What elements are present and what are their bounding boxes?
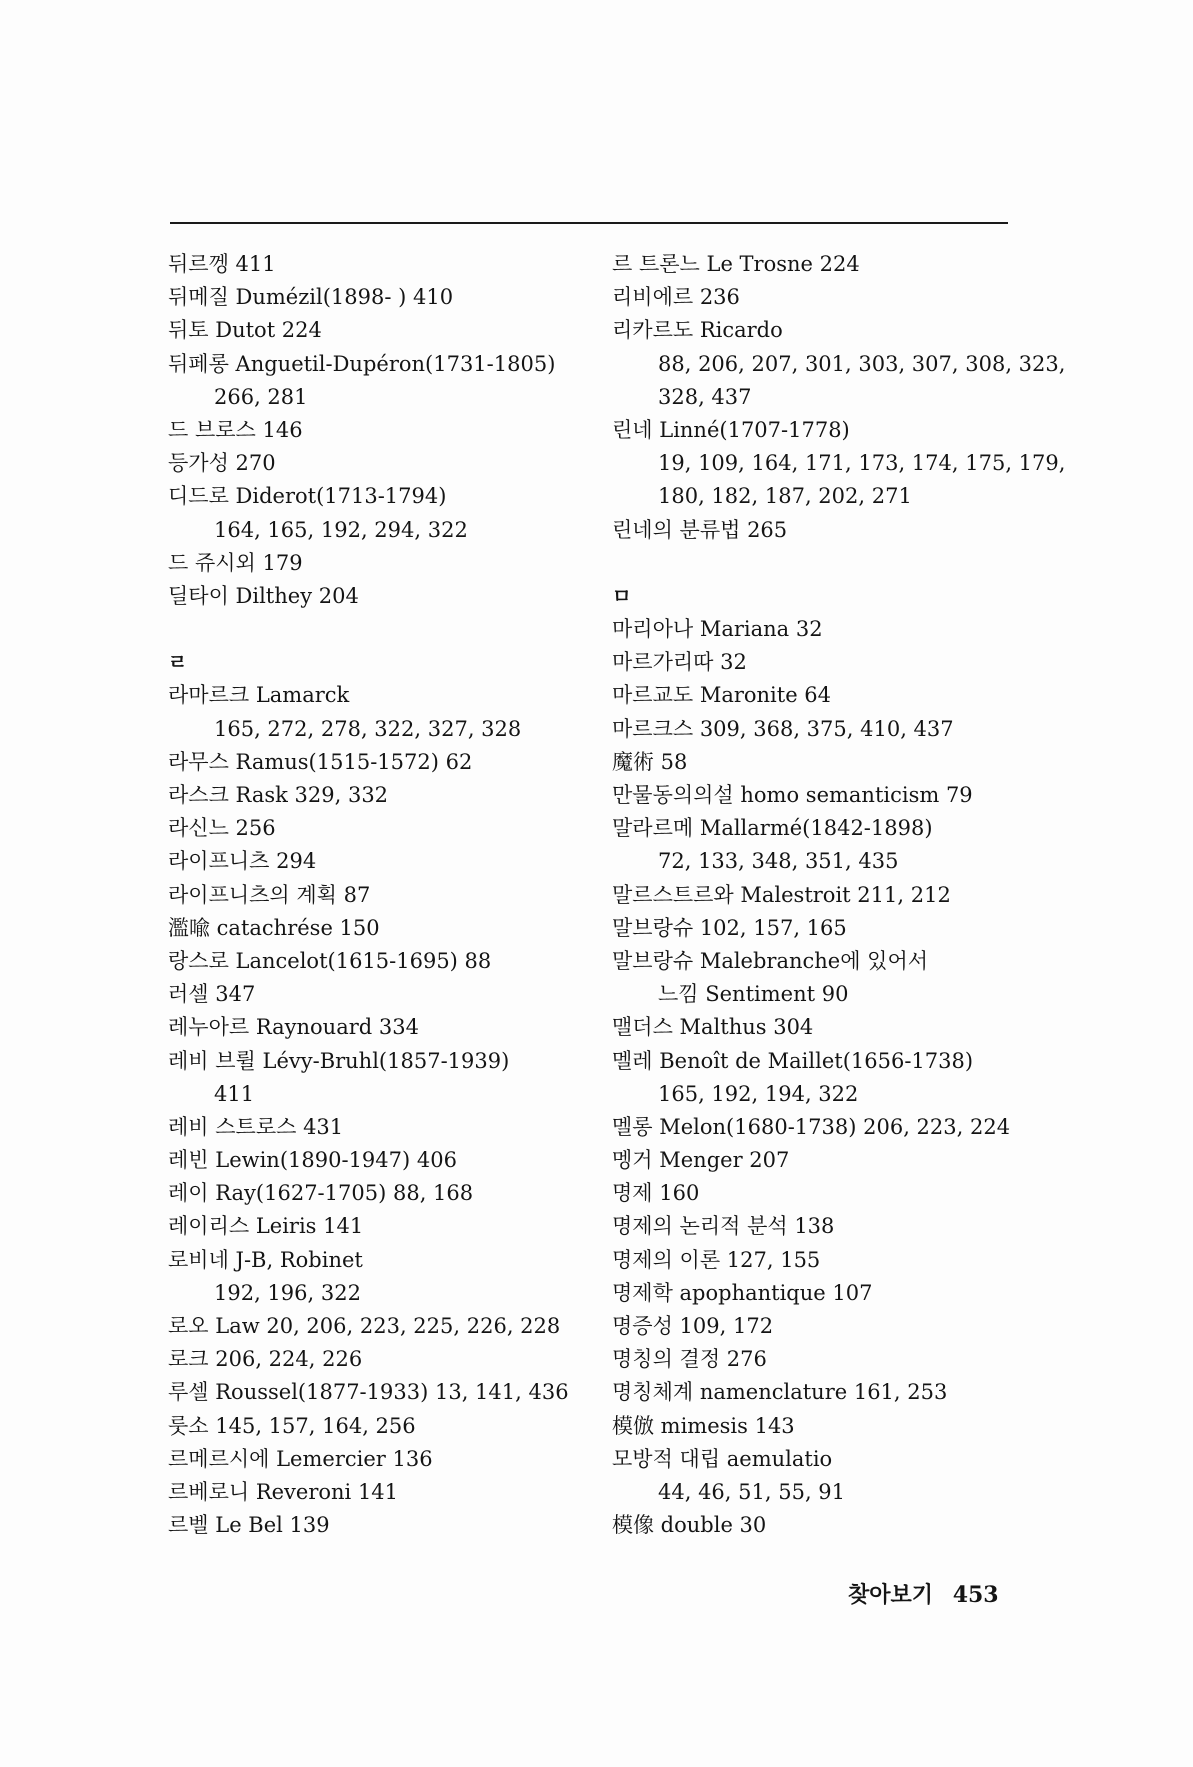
index-entry: 라스크 Rask 329, 332: [168, 783, 389, 807]
index-entry: 模像 double 30: [612, 1513, 767, 1538]
index-entry: 명제 160: [612, 1181, 700, 1206]
index-entry: 루셀 Roussel(1877-1933) 13, 141, 436: [168, 1380, 569, 1405]
index-entry-continuation: 19, 109, 164, 171, 173, 174, 175, 179,: [658, 451, 1066, 476]
index-entry: 레빈 Lewin(1890-1947) 406: [168, 1148, 457, 1173]
index-entry: 멩거 Menger 207: [612, 1148, 790, 1173]
index-entry: 룻소 145, 157, 164, 256: [168, 1413, 416, 1438]
index-entry: 라무스 Ramus(1515-1572) 62: [168, 749, 473, 774]
index-entry: 로크 206, 224, 226: [168, 1347, 363, 1372]
index-entry: 마르크스 309, 368, 375, 410, 437: [612, 716, 954, 741]
index-entry: 마르교도 Maronite 64: [612, 683, 832, 708]
index-entry: 명칭의 결정 276: [612, 1347, 767, 1372]
index-entry-continuation: 328, 437: [658, 384, 752, 409]
index-entry: 뒤페롱 Anguetil-Dupéron(1731-1805): [168, 351, 556, 376]
index-entry-continuation: 411: [214, 1081, 255, 1106]
index-entry: 명제의 이론 127, 155: [612, 1247, 821, 1272]
index-entry: 린네 Linné(1707-1778): [612, 417, 850, 442]
index-entry: 르벨 Le Bel 139: [168, 1513, 330, 1538]
footer-label: 찾아보기: [848, 1582, 934, 1608]
index-entry: 르 트론느 Le Trosne 224: [612, 252, 860, 276]
page-footer: [848, 1578, 999, 1609]
index-entry: 모방적 대립 aemulatio: [612, 1446, 833, 1471]
index-entry: 로비네 J-B, Robinet: [168, 1247, 363, 1272]
index-entry: 명제학 apophantique 107: [612, 1280, 873, 1305]
index-entry: 디드로 Diderot(1713-1794): [168, 484, 447, 509]
index-entry: 리비에르 236: [612, 285, 740, 310]
section-heading: ㄹ: [168, 650, 188, 675]
index-entry: 드 쥬시외 179: [168, 550, 303, 575]
index-entry: 러셀 347: [168, 982, 256, 1007]
index-entry-continuation: 164, 165, 192, 294, 322: [214, 517, 468, 542]
index-entry: 멜레 Benoît de Maillet(1656-1738): [612, 1048, 974, 1073]
index-entry: 마르가리따 32: [612, 650, 747, 675]
index-entry: 랑스로 Lancelot(1615-1695) 88: [168, 948, 492, 973]
index-entry-continuation: 180, 182, 187, 202, 271: [658, 484, 912, 509]
index-entry: 뒤토 Dutot 224: [168, 318, 322, 343]
page-number: 453: [952, 1582, 999, 1608]
header-rule: [170, 222, 1008, 224]
index-entry-continuation: 72, 133, 348, 351, 435: [658, 849, 899, 874]
section-gap: [612, 547, 1032, 580]
index-entry: 말르스트르와 Malestroit 211, 212: [612, 882, 951, 907]
index-entry: 魔術 58: [612, 749, 688, 774]
index-entry: 린네의 분류법 265: [612, 517, 788, 542]
index-entry: 리카르도 Ricardo: [612, 318, 783, 343]
index-entry: 명제의 논리적 분석 138: [612, 1214, 835, 1239]
index-entry: 라이프니츠 294: [168, 849, 317, 874]
index-entry-continuation: 266, 281: [214, 384, 308, 409]
index-entry: 模倣 mimesis 143: [612, 1413, 795, 1438]
index-entry-continuation: 44, 46, 51, 55, 91: [658, 1479, 846, 1504]
index-entry-continuation: 165, 192, 194, 322: [658, 1081, 859, 1106]
index-entry: 뒤메질 Dumézil(1898- ) 410: [168, 285, 454, 310]
index-entry: 濫喩 catachrése 150: [168, 915, 380, 940]
index-column-left: [168, 248, 588, 1542]
index-entry: 르베로니 Reveroni 141: [168, 1479, 399, 1504]
index-entry-continuation: 165, 272, 278, 322, 327, 328: [214, 716, 522, 741]
index-entry: 레이 Ray(1627-1705) 88, 168: [168, 1181, 474, 1206]
index-entry: 만물동의의설 homo semanticism 79: [612, 783, 973, 807]
section-gap: [168, 613, 588, 646]
index-entry: 라신느 256: [168, 816, 276, 841]
index-entry-continuation: 느낌 Sentiment 90: [658, 982, 849, 1007]
index-entry: 로오 Law 20, 206, 223, 225, 226, 228: [168, 1314, 561, 1338]
index-entry: 라이프니츠의 계획 87: [168, 882, 371, 907]
index-entry: 명칭체계 namenclature 161, 253: [612, 1380, 948, 1405]
index-entry: 맬더스 Malthus 304: [612, 1015, 814, 1040]
index-entry: 드 브로스 146: [168, 417, 303, 442]
section-heading: ㅁ: [612, 583, 632, 608]
index-entry: 라마르크 Lamarck: [168, 683, 350, 708]
index-entry: 레이리스 Leiris 141: [168, 1214, 364, 1239]
index-column-right: [612, 248, 1066, 1542]
index-entry: 르메르시에 Lemercier 136: [168, 1446, 433, 1471]
index-entry: 명증성 109, 172: [612, 1314, 774, 1338]
index-entry: 말브랑슈 102, 157, 165: [612, 915, 847, 940]
index-entry: 레비 브륄 Lévy-Bruhl(1857-1939): [168, 1048, 510, 1073]
index-entry: 레누아르 Raynouard 334: [168, 1015, 419, 1040]
index-entry: 멜롱 Melon(1680-1738) 206, 223, 224: [612, 1114, 1011, 1139]
index-entry: 뒤르껭 411: [168, 252, 276, 276]
index-entry: 레비 스트로스 431: [168, 1114, 344, 1139]
index-entry-continuation: 88, 206, 207, 301, 303, 307, 308, 323,: [658, 351, 1066, 376]
index-entry: 마리아나 Mariana 32: [612, 617, 823, 642]
index-entry-continuation: 192, 196, 322: [214, 1280, 361, 1305]
index-entry: 말라르메 Mallarmé(1842-1898): [612, 816, 933, 841]
index-entry: 딜타이 Dilthey 204: [168, 583, 359, 608]
index-entry: 등가성 270: [168, 451, 276, 476]
index-entry: 말브랑슈 Malebranche에 있어서: [612, 948, 929, 973]
